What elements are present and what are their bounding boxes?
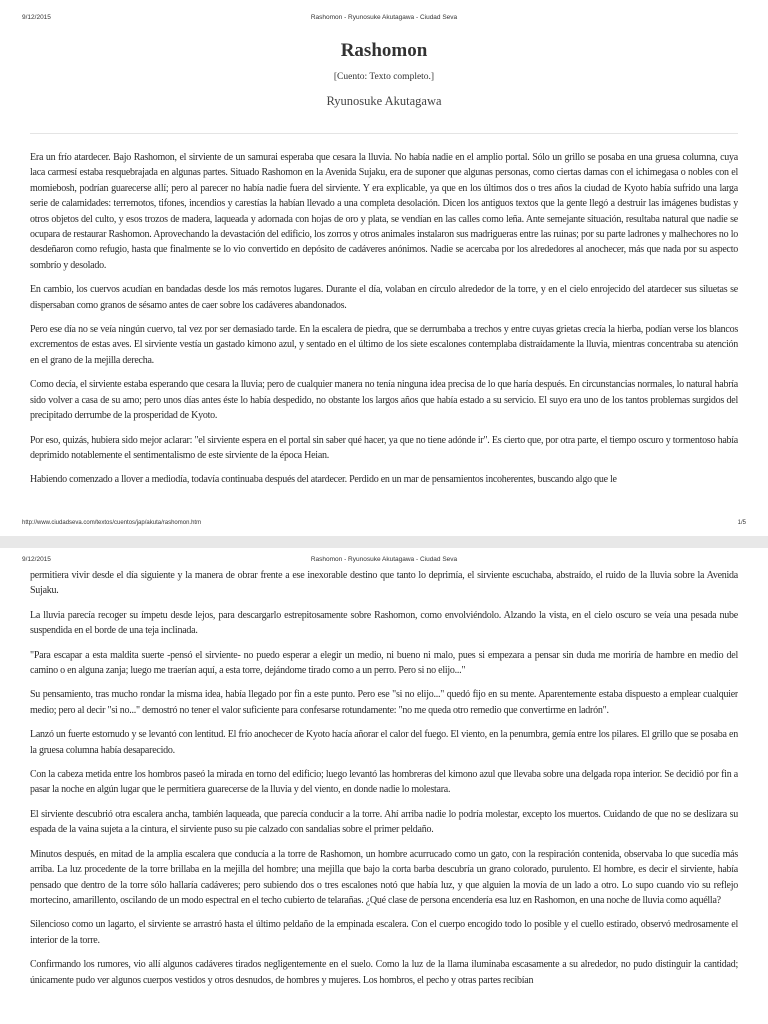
paragraph: Silencioso como un lagarto, el sirviente se arrastró hasta el último peldaño de la empinada escalera. Con el cuerpo encogido todo lo posible y el cuello estirado, observó medrosamente el interior de la torre. (30, 919, 738, 946)
header-date: 9/12/2015 (22, 14, 51, 21)
paragraph: permitiera vivir desde el día siguiente y la manera de obrar frente a ese inexorable destino que tanto lo deprimía, el sirviente escuchaba, abstraído, el ruido de la lluvia sobre la Avenida Sujaku. (30, 570, 738, 597)
title-block (30, 36, 738, 109)
page-number: 1/5 (737, 520, 746, 526)
paragraph: La lluvia parecía recoger su ímpetu desde lejos, para descargarlo estrepitosamente sobre Rashomon, como envolviéndolo. Alzando la vista, en el cielo oscuro se veía una pesada nube suspendida en el borde de una teja inclinada. (30, 609, 738, 637)
paragraph: Minutos después, en mitad de la amplia escalera que conducía a la torre de Rashomon, un hombre acurrucado como un gato, con la respiración contenida, observaba lo que sucedía más arriba. La luz procedente de la torre brillaba en la mejilla del hombre; una mejilla que bajo la corta barba descubría un grano colorado, purulento. El hombre, es decir el sirviente, había pensado que dentro de la torre sólo hallaría cadáveres; pero subiendo dos o tres escalones notó que había luz, y que alguien la movía de un lado a otro. Lo supo cuando vio su reflejo mortecino, amarillento, oscilando de un modo espectral en el techo cubierto de telarañas. ¿Qué clase de persona encendería esa luz en Rashomon, en una noche de lluvia como aquélla? (30, 848, 738, 906)
running-header (22, 14, 746, 24)
header-date: 9/12/2015 (22, 556, 51, 563)
document-subtitle: [Cuento: Texto completo.] (333, 72, 435, 82)
paragraph: El sirviente descubrió otra escalera ancha, también laqueada, que parecía conducir a la torre. Ahí arriba nadie lo podría molestar, excepto los muertos. Cuidando de que no se deslizara su espada de la vaina sujeta a la cintura, el sirviente puso su pie calzado con sandalias sobre el primer peldaño. (30, 808, 738, 836)
paragraph: Su pensamiento, tras mucho rondar la misma idea, había llegado por fin a este punto. Pero ese "si no elijo..." quedó fijo en su mente. Aparentemente estaba dispuesto a emplear cualquier medio; pero al decir "si no..." demostró no tener el valor suficiente para confesarse rotundamente: "no me queda otro remedio que convertirme en ladrón". (30, 689, 738, 716)
page-1-body (30, 150, 738, 508)
running-footer (22, 520, 746, 530)
paragraph: Con la cabeza metida entre los hombros paseó la mirada en torno del edificio; luego levantó las hombreras del kimono azul que llevaba sobre una delgada ropa interior. Se decidió por fin a pasar la noche en algún lugar que le permitiera guarecerse de la lluvia y del viento, en donde nadie lo molestara. (30, 769, 738, 796)
paragraph: Por eso, quizás, hubiera sido mejor aclarar: "el sirviente espera en el portal sin saber qué hacer, ya que no tiene adónde ir". Es cierto que, por otra parte, el tiempo oscuro y tormentoso había deprimido notablemente el sentimentalismo de este sirviente de la época Heian. (30, 434, 738, 461)
paragraph: Lanzó un fuerte estornudo y se levantó con lentitud. El frío anochecer de Kyoto hacía añorar el calor del fuego. El viento, en la penumbra, gemía entre los pilares. El grillo que se posaba en la gruesa columna había desaparecido. (30, 729, 738, 756)
paragraph: "Para escapar a esta maldita suerte -pensó el sirviente- no puedo esperar a elegir un medio, ni bueno ni malo, pues si empezara a pensar sin duda me moriría de hambre en medio del camino o en alguna zanja; luego me traerían aquí, a esta torre, dejándome tirado como a un perro. Pero si no elijo..." (30, 649, 738, 677)
running-header (22, 556, 746, 566)
document-title: Rashomon (340, 40, 428, 61)
header-title: Rashomon - Ryunosuke Akutagawa - Ciudad Seva (310, 556, 458, 563)
paragraph: Como decía, el sirviente estaba esperando que cesara la lluvia; pero de cualquier manera no tenía ninguna idea precisa de lo que haría después. En circunstancias normales, lo natural habría sido volver a casa de su amo; pero unos días antes éste lo había despedido, no obstante los largos años que había estado a su servicio. El suyo era uno de los tantos problemas surgidos del precipitado derrumbe de la prosperidad de Kyoto. (30, 379, 738, 422)
pdf-page-2 (0, 548, 768, 1024)
title-divider (30, 133, 738, 134)
header-title: Rashomon - Ryunosuke Akutagawa - Ciudad Seva (310, 14, 458, 21)
paragraph: Confirmando los rumores, vio allí algunos cadáveres tirados negligentemente en el suelo. Como la luz de la llama iluminaba escasamente a su alrededor, no pudo distinguir la cantidad; únicamente pudo ver algunos cuerpos vestidos y otros desnudos, de hombres y mujeres. Los hombros, el pecho y otras partes recibían (30, 959, 738, 986)
document-author: Ryunosuke Akutagawa (326, 94, 442, 108)
footer-url[interactable]: http://www.ciudadseva.com/textos/cuentos/jap/akuta/rashomon.htm (22, 520, 202, 526)
paragraph: Era un frío atardecer. Bajo Rashomon, el sirviente de un samurai esperaba que cesara la lluvia. No había nadie en el amplio portal. Sólo un grillo se posaba en una gruesa columna, cuya laca carmesí estaba resquebrajada en algunas partes. Situado Rashomon en la Avenida Sujaku, era de suponer que algunas personas, como ciertas damas con el ichimegasa o nobles con el momiebosh, podrían guarecerse allí; pero al parecer no había nadie fuera del sirviente. Y era explicable, ya que en los últimos dos o tres años la ciudad de Kyoto había sufrido una larga serie de calamidades: terremotos, tifones, incendios y carestías la habían llevado a una completa desolación. Dicen los antiguos textos que la gente llegó a destruir las imágenes budistas y otros objetos del culto, y esos trozos de madera, laqueada y adornada con hojas de oro y plata, se vendían en las calles como leña. Ante semejante situación, resultaba natural que nadie se ocupara de restaurar Rashomon. Aprovechando la devastación del edificio, los zorros y otros animales instalaron sus madrigueras entre las ruinas; por su parte ladrones y malhechores no lo desdeñaron como refugio, hasta que finalmente se lo vio convertido en depósito de cadáveres anónimos. Nadie se acercaba por los alrededores al anochecer, más que nada por su aspecto sombrío y desolado. (30, 152, 738, 271)
paragraph: Pero ese día no se veía ningún cuervo, tal vez por ser demasiado tarde. En la escalera de piedra, que se derrumbaba a trechos y entre cuyas grietas crecía la hierba, podían verse los blancos excrementos de estas aves. El sirviente vestía un gastado kimono azul, y sentado en el último de los siete escalones contemplaba distraídamente la lluvia, mientras concentraba su atención en el grano de la mejilla derecha. (30, 324, 738, 366)
paragraph: En cambio, los cuervos acudían en bandadas desde los más remotos lugares. Durante el día, volaban en círculo alrededor de la torre, y en el cielo enrojecido del atardecer sus siluetas se dispersaban como granos de sésamo antes de caer sobre los cadáveres abandonados. (30, 284, 738, 311)
paragraph: Habiendo comenzado a llover a mediodía, todavía continuaba después del atardecer. Perdido en un mar de pensamientos incoherentes, buscando algo que le (30, 474, 617, 486)
page-2-body (30, 568, 738, 1024)
